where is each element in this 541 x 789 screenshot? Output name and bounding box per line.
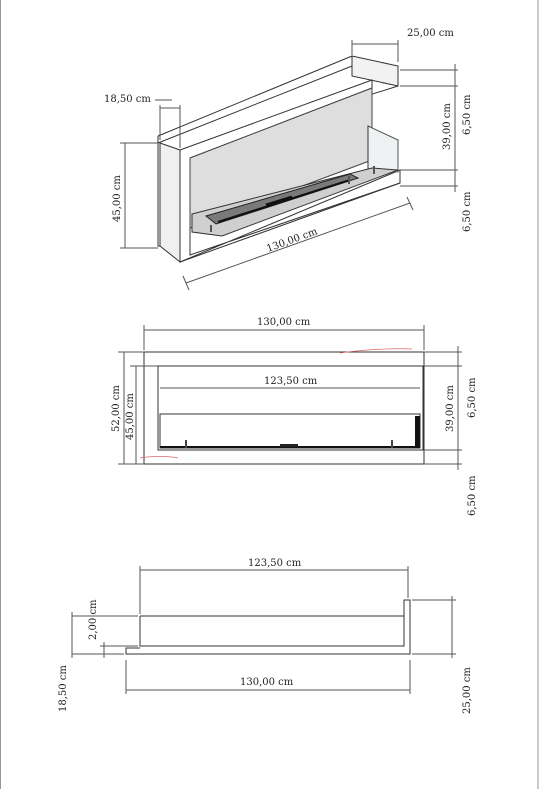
iso-glass-height-label: 39,00 cm bbox=[442, 103, 453, 150]
front-bottom-rim-label: 6,50 cm bbox=[467, 475, 478, 516]
isometric-view bbox=[120, 40, 458, 290]
top-view bbox=[72, 566, 456, 694]
iso-depth-left-label: 18,50 cm bbox=[104, 94, 151, 105]
top-depth-right-label: 25,00 cm bbox=[462, 667, 473, 714]
top-lip-label: 2,00 cm bbox=[88, 599, 99, 640]
iso-top-rim-label: 6,50 cm bbox=[462, 94, 473, 135]
front-height-label: 45,00 cm bbox=[125, 393, 136, 440]
top-depth-left-label: 18,50 cm bbox=[58, 665, 69, 712]
iso-depth-top-label: 25,00 cm bbox=[407, 28, 454, 39]
front-view bbox=[118, 325, 462, 470]
iso-bottom-rim-label: 6,50 cm bbox=[462, 191, 473, 232]
iso-width-label: 130,00 cm bbox=[265, 226, 320, 255]
front-glass-height-label: 39,00 cm bbox=[445, 385, 456, 432]
top-width-label: 130,00 cm bbox=[240, 677, 294, 688]
front-total-height-label: 52,00 cm bbox=[111, 385, 122, 432]
iso-height-label: 45,00 cm bbox=[112, 175, 123, 222]
top-inner-width-label: 123,50 cm bbox=[248, 558, 302, 569]
front-top-rim-label: 6,50 cm bbox=[467, 377, 478, 418]
front-inner-width-label: 123,50 cm bbox=[264, 376, 318, 387]
front-width-label: 130,00 cm bbox=[257, 317, 311, 328]
